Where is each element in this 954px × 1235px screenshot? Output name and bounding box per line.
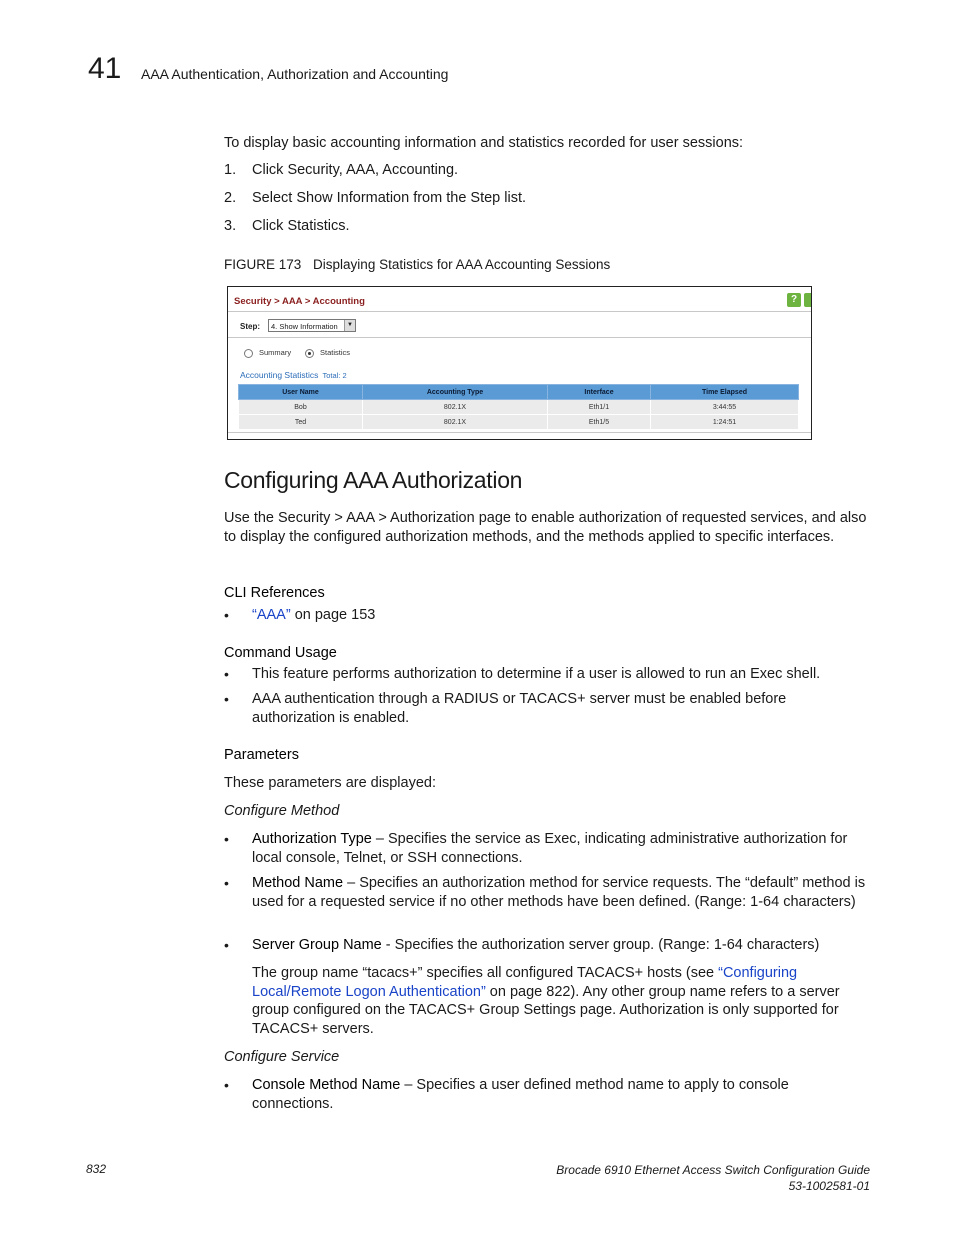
param-term: Server Group Name xyxy=(252,937,382,953)
usage-text: AAA authentication through a RADIUS or TACACS+ server must be enabled before authorization is enabled. xyxy=(252,691,787,726)
bullet-icon: • xyxy=(224,666,229,682)
group-note-text: on page 822). Any other group name refers to a server group configured on the TACACS+ Group Settings page. Authorization is only supported for TACACS+ servers. xyxy=(252,983,840,1038)
bullet-icon: • xyxy=(224,831,229,847)
header-divider xyxy=(228,311,811,312)
chapter-number: 41 xyxy=(88,52,122,85)
help-icon[interactable]: ? xyxy=(787,293,801,307)
step-divider xyxy=(228,337,811,338)
screenshot-breadcrumb[interactable]: Security > AAA > Accounting xyxy=(234,296,365,307)
param-term: Authorization Type xyxy=(252,831,372,847)
refresh-icon[interactable] xyxy=(804,293,812,307)
book-title: Brocade 6910 Ethernet Access Switch Configuration Guide xyxy=(556,1163,870,1177)
param-term: Console Method Name xyxy=(252,1077,401,1093)
cli-link[interactable]: “AAA” xyxy=(252,607,291,623)
step-number: 2. xyxy=(224,190,237,206)
chapter-title: AAA Authentication, Authorization and Accounting xyxy=(141,66,449,82)
group-note xyxy=(252,964,866,1039)
table-total: Total: 2 xyxy=(322,371,347,380)
step-label: Step: xyxy=(240,322,260,331)
statistics-radio[interactable] xyxy=(305,349,314,358)
column-header: Accounting Type xyxy=(363,385,548,400)
configure-method-heading: Configure Method xyxy=(224,803,340,819)
param-desc: - Specifies the authorization server group. (Range: 1-64 characters) xyxy=(381,937,820,953)
figure-label: FIGURE 173 xyxy=(224,257,302,272)
cli-reference-item xyxy=(224,606,872,625)
table-header-row xyxy=(239,385,799,400)
step-number: 3. xyxy=(224,218,237,234)
step-text: Select Show Information from the Step list. xyxy=(252,190,527,206)
step-select[interactable] xyxy=(268,319,356,332)
accounting-table xyxy=(238,384,799,430)
param-desc: – Specifies a user defined method name to apply to console connections. xyxy=(252,1077,789,1112)
table-cell: 802.1X xyxy=(363,415,548,430)
table-row xyxy=(239,415,799,430)
table-title-text: Accounting Statistics xyxy=(240,370,319,380)
step-text: Click Security, AAA, Accounting. xyxy=(252,162,459,178)
table-cell: 1:24:51 xyxy=(651,415,799,430)
page-number: 832 xyxy=(86,1162,107,1176)
figure-title: Displaying Statistics for AAA Accounting Sessions xyxy=(313,257,611,272)
table-cell: Ted xyxy=(239,415,363,430)
table-cell: 802.1X xyxy=(363,400,548,415)
cli-link-page: on page 153 xyxy=(290,607,376,623)
column-header: Interface xyxy=(548,385,651,400)
bullet-icon: • xyxy=(224,691,229,707)
summary-radio[interactable] xyxy=(244,349,253,358)
column-header: Time Elapsed xyxy=(651,385,799,400)
bullet-icon: • xyxy=(224,937,229,953)
table-title xyxy=(240,370,347,380)
bullet-icon: • xyxy=(224,607,229,623)
table-cell: Eth1/1 xyxy=(548,400,651,415)
table-bottom-divider xyxy=(228,432,811,433)
step-2 xyxy=(224,190,526,206)
step-1 xyxy=(224,162,458,178)
figure-caption xyxy=(224,257,610,272)
section-intro: Use the Security > AAA > Authorization page to enable authorization of requested services, and also to display the configured authorization methods, and the methods applied to specific interfaces. xyxy=(224,510,867,545)
statistics-radio-label: Statistics xyxy=(320,348,351,357)
params-intro: These parameters are displayed: xyxy=(224,775,436,791)
column-header: User Name xyxy=(239,385,363,400)
param-item xyxy=(224,936,872,955)
chevron-down-icon[interactable]: ▼ xyxy=(344,320,355,331)
usage-item xyxy=(224,690,872,727)
param-desc: – Specifies an authorization method for service requests. The “default” method is used for a requested service if no other methods have been defined. (Range: 1-64 characters) xyxy=(252,875,866,910)
configure-service-heading: Configure Service xyxy=(224,1049,340,1065)
bullet-icon: • xyxy=(224,875,229,891)
params-heading: Parameters xyxy=(224,747,299,763)
logon-auth-link[interactable]: “Configuring Local/Remote Logon Authentication” xyxy=(252,965,798,1000)
intro-text: To display basic accounting information and statistics recorded for user sessions: xyxy=(224,135,744,151)
table-cell: Bob xyxy=(239,400,363,415)
figure-screenshot xyxy=(227,286,812,440)
summary-radio-label: Summary xyxy=(259,348,292,357)
param-term: Method Name xyxy=(252,875,344,891)
table-row xyxy=(239,400,799,415)
table-cell: 3:44:55 xyxy=(651,400,799,415)
table-cell: Eth1/5 xyxy=(548,415,651,430)
usage-text: This feature performs authorization to determine if a user is allowed to run an Exec shell. xyxy=(252,666,821,682)
cli-heading: CLI References xyxy=(224,585,325,601)
group-note-text: The group name “tacacs+” specifies all configured TACACS+ hosts (see xyxy=(252,965,719,981)
param-desc: – Specifies the service as Exec, indicating administrative authorization for local console, Telnet, or SSH connections. xyxy=(252,831,848,866)
step-3 xyxy=(224,218,350,234)
step-text: Click Statistics. xyxy=(252,218,350,234)
step-select-value: 4. Show Information xyxy=(271,322,338,331)
param-item xyxy=(224,874,872,911)
usage-item xyxy=(224,665,872,684)
bullet-icon: • xyxy=(224,1077,229,1093)
section-title: Configuring AAA Authorization xyxy=(224,467,523,493)
param-item xyxy=(224,1076,872,1113)
step-number: 1. xyxy=(224,162,237,178)
usage-heading: Command Usage xyxy=(224,645,337,661)
footer-book xyxy=(556,1162,870,1194)
param-item xyxy=(224,830,872,867)
doc-number: 53-1002581-01 xyxy=(788,1179,870,1193)
